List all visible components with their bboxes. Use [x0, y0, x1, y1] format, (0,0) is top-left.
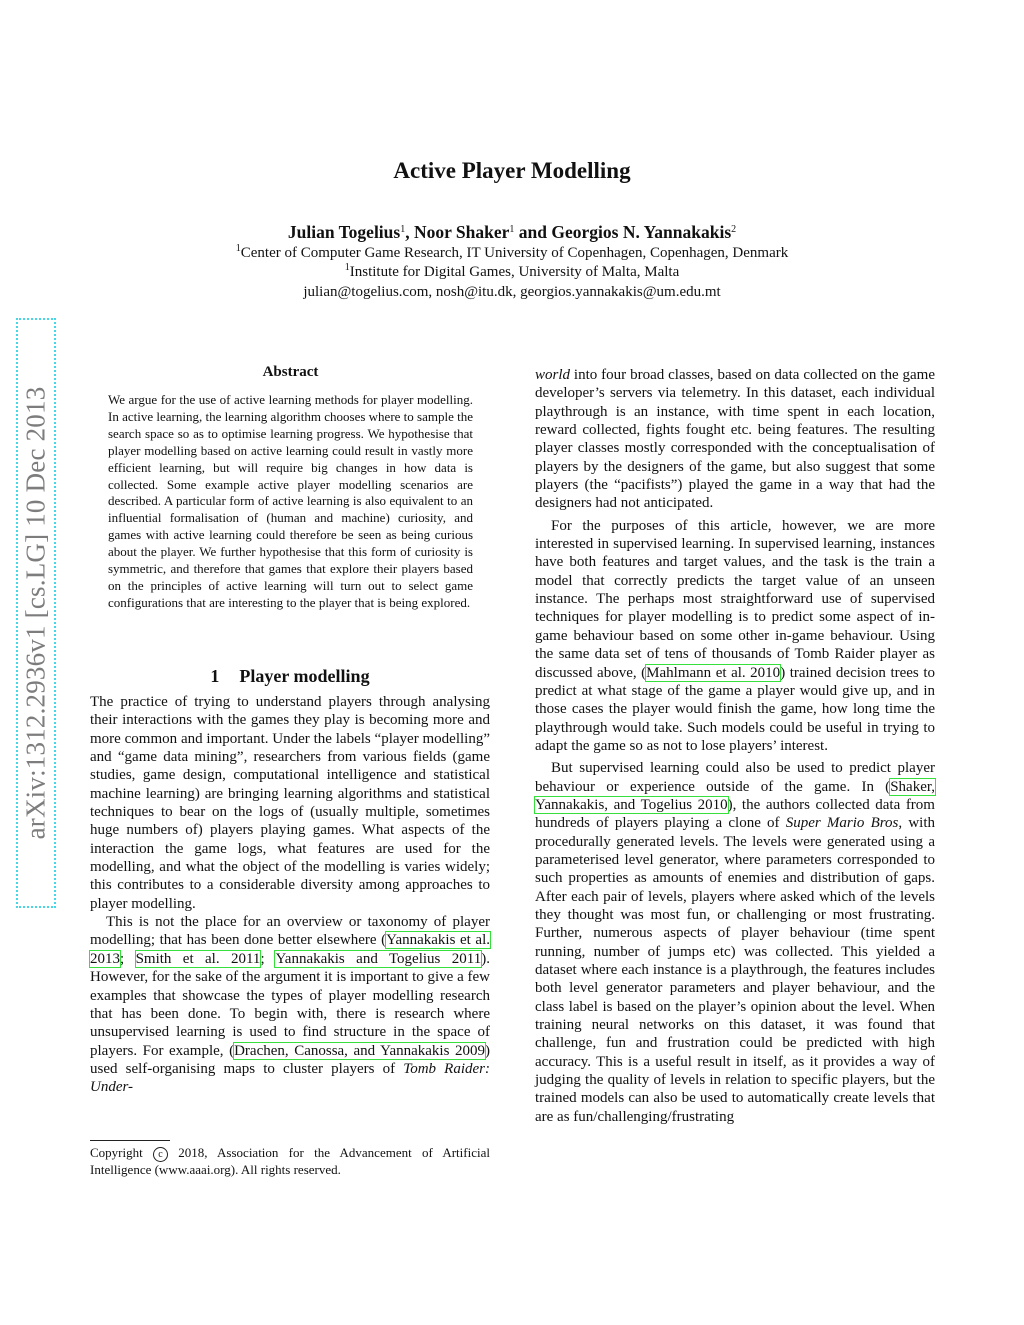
affiliation-marker: 1 [344, 262, 350, 273]
affiliation-marker: 1 [235, 243, 241, 254]
author-separator: and [514, 222, 552, 242]
copyright-icon: c [153, 1147, 168, 1162]
abstract-body: We argue for the use of active learning methods for player modelling. In active learning, the learning algorithm chooses where to sample the search space so as to optimise learning progress. We hypothesise that player modelling based on active learning could result in vastly more efficient learning, but will require big changes in how data is collected. Some example active player modelling scenarios are described. A particular form of active learning is also equivalent to an influential formalisation of (human and machine) curiosity, and games with active learning could therefore be seen as being curious about the player. We further hypothesise that this form of curiosity is symmetric, and therefore that games that explore their players based on the principles of active learning will turn out to select game configurations that are interesting to the player that is being explored. [108, 392, 473, 610]
citation-link[interactable]: Yannakakis and Togelius 2011 [275, 950, 482, 967]
paragraph-text: This is not the place for an overview or taxonomy of player modelling; that has been done better elsewhere ( [90, 914, 490, 949]
citation-link[interactable]: Shaker, Yannakakis, and Togelius 2010 [535, 778, 935, 813]
citation-link[interactable]: Mahlmann et al. 2010 [646, 664, 781, 681]
paragraph-text: ) trained decision trees to predict at what stage of the game a player would give up, and in those cases the player would finish the game, how long time the playthrough would take. Such models could be useful in trying to adapt the game so as not to lose players’ interest. [535, 664, 935, 754]
paragraph-text: into four broad classes, based on data collected on the game developer’s servers via telemetry. In this dataset, each individual playthrough is an instance, with time spent in each location, reward collected, fights fought etc. being features. The resulting player classes mostly corresponded with the conceptualisation of players by the designers of the game, but also suggest that some players (the “pacifists”) played the game in a way that had the designers had not anticipated. [535, 367, 935, 512]
game-title: Tomb Raider: Under- [90, 1060, 490, 1096]
paragraph [535, 517, 935, 755]
paper-title: Active Player Modelling [393, 158, 631, 183]
footnote-divider [90, 1140, 170, 1141]
citation-link[interactable]: Smith et al. 2011 [135, 950, 261, 967]
author-separator: , [405, 222, 414, 242]
paragraph-text: ) used self-organising maps to cluster players of [90, 1042, 490, 1077]
author-list [0, 222, 1024, 243]
section-heading [90, 666, 490, 687]
paragraph-text: , with procedurally generated levels. The levels were generated using a parameterised level generator, where parameters corresponded to such properties as amounts of enemies and distribution of gaps. After each pair of levels, players where asked which of the levels they thought was most fun, or challenging or most frustrating. Further, numerous aspects of player behaviour (time spent running, number of jumps etc) was collected. This yielded a dataset where each instance is a playthrough, the features includes both level generator parameters and player behaviour, and the class label is based on the player’s opinion about the level. When training neural networks on this dataset, it was found that challenge, fun and frustration could be predicted with high accuracy. This is a useful result in itself, as it provides a way of judging the quality of levels in relation to specific players, but the trained models can also be used to automatically create levels that are as fun/challenging/frustrating [535, 815, 935, 1125]
affiliation-text: Center of Computer Game Research, IT University of Copenhagen, Copenhagen, Denmark [240, 245, 789, 261]
copyright-footnote [90, 1145, 490, 1179]
affiliation-marker: 1 [509, 224, 515, 235]
paragraph-text: But supervised learning could also be used to predict player behaviour or experience outside of the game. In ( [535, 760, 935, 795]
affiliation-text: Institute for Digital Games, University of Malta, Malta [349, 264, 680, 280]
paragraph-text: For the purposes of this article, however, we are more interested in supervised learning. In supervised learning, instances have both features and target values, and the task is the train a model that correctly predicts the target value of an unseen instance. The perhaps most straightforward use of supervised techniques for player modelling is to predict some aspect of in-game behaviour based on some other in-game behaviour. Using the same data set of tens of thousands of Tomb Raider player as discussed above, ( [535, 517, 935, 681]
game-title: Super Mario Bros [785, 815, 899, 832]
author-name: Georgios N. Yannakakis [551, 222, 732, 242]
paragraph [535, 366, 935, 513]
affiliation-line [0, 244, 1024, 263]
paragraph [90, 913, 490, 1096]
citation-link[interactable]: Drachen, Canossa, and Yannakakis 2009 [234, 1042, 485, 1059]
author-emails: julian@togelius.com, nosh@itu.dk, georgios.yannakakis@um.edu.mt [303, 284, 721, 300]
author-name: Julian Togelius [287, 222, 401, 242]
paragraph-text: ), the authors collected data from hundreds of players playing a clone of [535, 796, 935, 832]
footnote-text: 2018, Association for the Advancement of Artificial Intelligence (www.aaai.org). All rights reserved. [90, 1145, 490, 1177]
abstract-heading: Abstract [262, 364, 319, 380]
right-column-body [535, 366, 935, 1126]
left-column-body [90, 693, 490, 1097]
arxiv-identifier: arXiv:1312.2936v1 [cs.LG] 10 Dec 2013 [20, 386, 51, 840]
section-title: Player modelling [239, 666, 370, 686]
paragraph [535, 759, 935, 1126]
section-number: 1 [210, 666, 220, 686]
paragraph-text: ; [120, 950, 136, 967]
author-name: Noor Shaker [413, 222, 510, 242]
paragraph: The practice of trying to understand players through analysing their interactions with the games they play is becoming more and more common and important. Under the labels “player modelling” and “game data mining”, researchers from various fields (game studies, game design, computational intelligence and statistical machine learning) are bringing learning algorithms and statistical techniques to bear on the logs of (usually multiple, sometimes huge numbers of) players playing games. What aspects of the interaction the game logs, what features are used for the modelling, and what the object of the modelling is varies widely; this contributes to a considerable diversity among approaches to player modelling. [90, 694, 490, 912]
citation-link[interactable]: Yannakakis et al. 2013 [90, 932, 490, 967]
footnote-text: Copyright [90, 1145, 153, 1160]
game-title: world [535, 367, 571, 383]
affiliation-marker: 2 [731, 224, 737, 235]
paragraph-text: ). However, for the sake of the argument it is important to give a few examples that showcase the types of player modelling research that has been done. To begin with, there is research where unsupervised learning is used to find structure in the space of players. For example, ( [90, 950, 490, 1059]
affiliation-line [0, 263, 1024, 282]
affiliation-marker: 1 [400, 224, 406, 235]
arxiv-sidebar-stamp [16, 318, 56, 908]
paragraph-text: ; [260, 950, 276, 967]
